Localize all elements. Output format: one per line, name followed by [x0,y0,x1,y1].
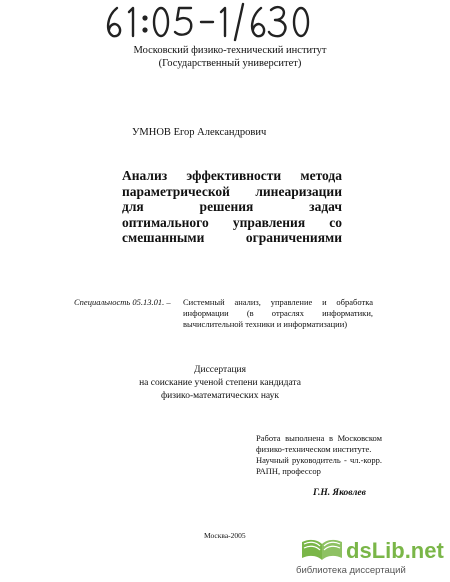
supervisor-line: Научный руководитель - чл.-корр. [256,455,382,465]
institute-name: Московский физико-технический институт [133,45,327,56]
watermark-caption: библиотека диссертаций [296,565,406,576]
dslib-logo [296,532,448,564]
specialty-line: вычислительной техники и информатизации) [183,319,348,329]
supervisor-line: Работа выполнена в Московском [256,433,382,443]
specialty-dash: – [164,297,171,307]
title-line: для решения задач [122,199,342,214]
degree-purpose: на соискание ученой степени кандидата [139,378,301,388]
specialty-line: Системный анализ, управление и обработка [183,297,373,307]
dissertation-title [122,168,342,246]
logo-text [346,538,444,563]
dslib-logo-graphic [296,532,448,564]
book-icon [302,540,342,560]
title-line: параметрической линеаризации [122,183,342,199]
institute-status: (Государственный университет) [158,58,302,69]
logo-net: .net [404,538,444,563]
degree-field: физико-математических наук [160,391,280,401]
author-name: УМНОВ Егор Александрович [132,127,267,138]
specialty-description [183,297,373,330]
title-line: смешанными ограничениями [122,230,342,245]
dslib-watermark[interactable] [296,532,448,580]
degree-statement [110,364,330,403]
supervisor-line: физико-техническом институте. [256,444,372,454]
institute-block [100,44,360,70]
supervisor-block [256,433,382,477]
logo-ds: ds [346,538,372,563]
degree-type: Диссертация [194,365,246,375]
logo-lib: Lib [371,538,405,563]
title-line: Анализ эффективности метода [122,168,342,183]
supervisor-line: РАПН, профессор [256,466,321,476]
specialty-code: Специальность 05.13.01. [74,297,165,307]
city-year: Москва-2005 [204,531,246,540]
specialty-label [74,297,171,307]
specialty-line: информации (в отраслях информатики, [183,308,373,318]
handwritten-number-drawing [103,2,313,42]
handwritten-catalogue-number [103,2,313,42]
title-line: оптимального управления со [122,214,342,230]
supervisor-name: Г.Н. Яковлев [313,488,366,498]
